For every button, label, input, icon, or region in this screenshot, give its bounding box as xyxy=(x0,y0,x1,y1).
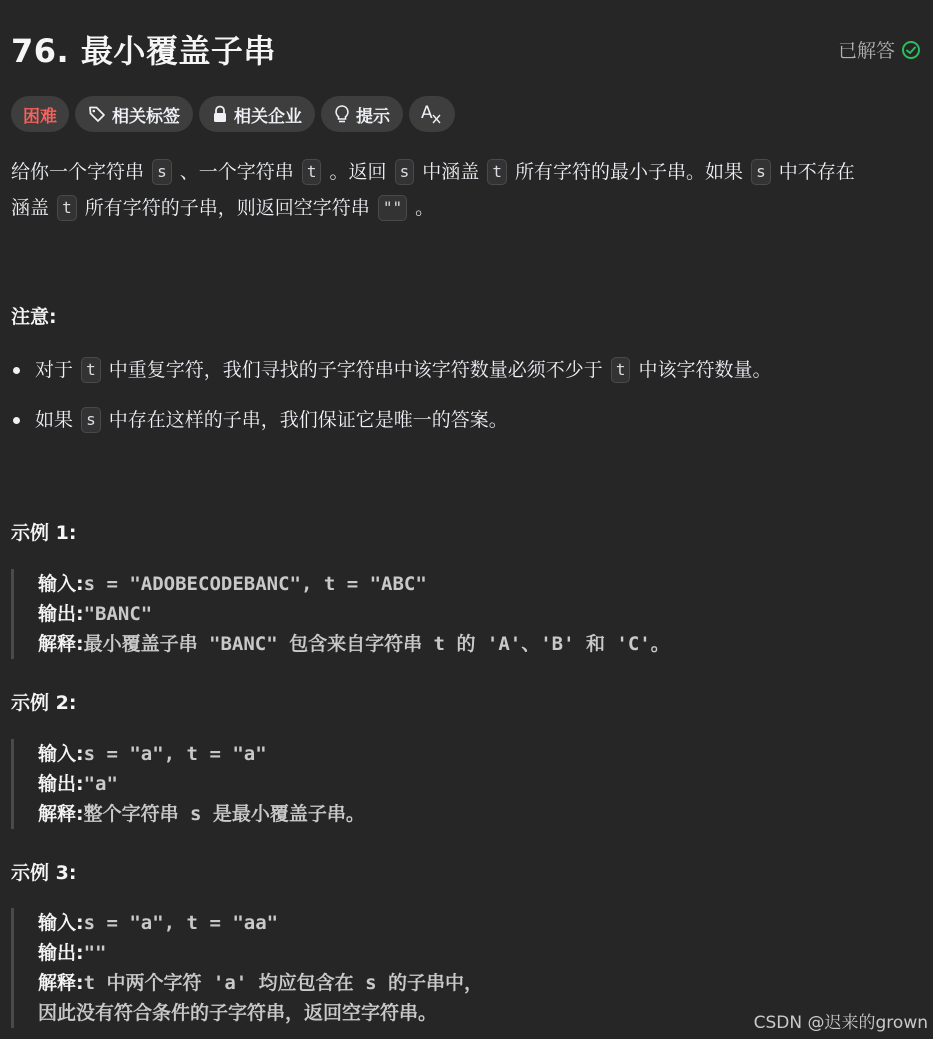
inline-code: s xyxy=(751,159,771,185)
inline-code: s xyxy=(152,159,172,185)
tags-label: 相关标签 xyxy=(112,106,180,127)
inline-code: t xyxy=(302,159,322,185)
companies-label: 相关企业 xyxy=(234,106,302,127)
output-label: 输出: xyxy=(38,773,84,795)
explain-value: 最小覆盖子串 "BANC" 包含来自字符串 t 的 'A'、'B' 和 'C'。 xyxy=(83,633,670,655)
output-value: "BANC" xyxy=(83,603,153,625)
input-value: s = "ADOBECODEBANC", t = "ABC" xyxy=(83,573,427,595)
explain-label: 解释: xyxy=(38,803,84,825)
tag-icon xyxy=(88,105,106,123)
inline-code: t xyxy=(611,357,631,383)
example-1-block xyxy=(11,569,901,659)
inline-code: t xyxy=(81,357,101,383)
solved-status xyxy=(838,36,921,63)
list-item: 对于 t 中重复字符，我们寻找的子字符串中该字符数量必须不少于 t 中该字符数量。 xyxy=(11,352,916,388)
example-2-heading: 示例 2: xyxy=(11,692,77,714)
inline-code: t xyxy=(57,195,77,221)
input-value: s = "a", t = "aa" xyxy=(83,912,279,934)
explain-label: 解释: xyxy=(38,972,84,994)
output-label: 输出: xyxy=(38,942,84,964)
hint-button[interactable] xyxy=(321,96,403,132)
input-label: 输入: xyxy=(38,912,84,934)
solved-label: 已解答 xyxy=(837,40,895,62)
input-value: s = "a", t = "a" xyxy=(83,743,267,765)
font-size-icon: A xyxy=(421,103,443,125)
list-item: 如果 s 中存在这样的子串，我们保证它是唯一的答案。 xyxy=(11,402,916,438)
tags-button[interactable] xyxy=(75,96,193,132)
output-value: "a" xyxy=(83,773,118,795)
explain-value-continued: 因此没有符合条件的子字符串，返回空字符串。 xyxy=(38,1002,438,1024)
output-value: "" xyxy=(83,942,107,964)
lightbulb-icon xyxy=(334,104,350,124)
notes-list xyxy=(11,352,916,452)
explain-label: 解释: xyxy=(38,633,84,655)
chips-row xyxy=(11,96,455,132)
explain-value: 整个字符串 s 是最小覆盖子串。 xyxy=(83,803,365,825)
inline-code: s xyxy=(395,159,415,185)
title-row xyxy=(11,26,921,72)
difficulty-badge xyxy=(11,96,69,132)
input-label: 输入: xyxy=(38,743,84,765)
inline-code: s xyxy=(81,407,101,433)
explain-value: t 中两个字符 'a' 均应包含在 s 的子串中， xyxy=(83,972,483,994)
inline-code: "" xyxy=(378,195,407,221)
inline-code: t xyxy=(487,159,507,185)
problem-title[interactable]: 76. 最小覆盖子串 xyxy=(11,32,276,70)
input-label: 输入: xyxy=(38,573,84,595)
output-label: 输出: xyxy=(38,603,84,625)
example-2-block xyxy=(11,739,901,829)
example-3-heading: 示例 3: xyxy=(11,862,77,884)
companies-button[interactable] xyxy=(199,96,315,132)
watermark: CSDN @迟来的grown xyxy=(753,1013,928,1033)
lock-icon xyxy=(212,105,228,123)
problem-statement: 给你一个字符串 s 、一个字符串 t 。返回 s 中涵盖 t 所有字符的最小子串。如果 s 中不存在 涵盖 t 所有字符的子串，则返回空字符串 "" 。 xyxy=(11,161,855,219)
notes-heading: 注意: xyxy=(11,306,57,328)
difficulty-label: 困难 xyxy=(23,106,57,127)
hint-label: 提示 xyxy=(356,106,390,127)
font-size-button[interactable] xyxy=(409,96,455,132)
check-circle-icon xyxy=(901,40,921,60)
example-1-heading: 示例 1: xyxy=(11,522,77,544)
